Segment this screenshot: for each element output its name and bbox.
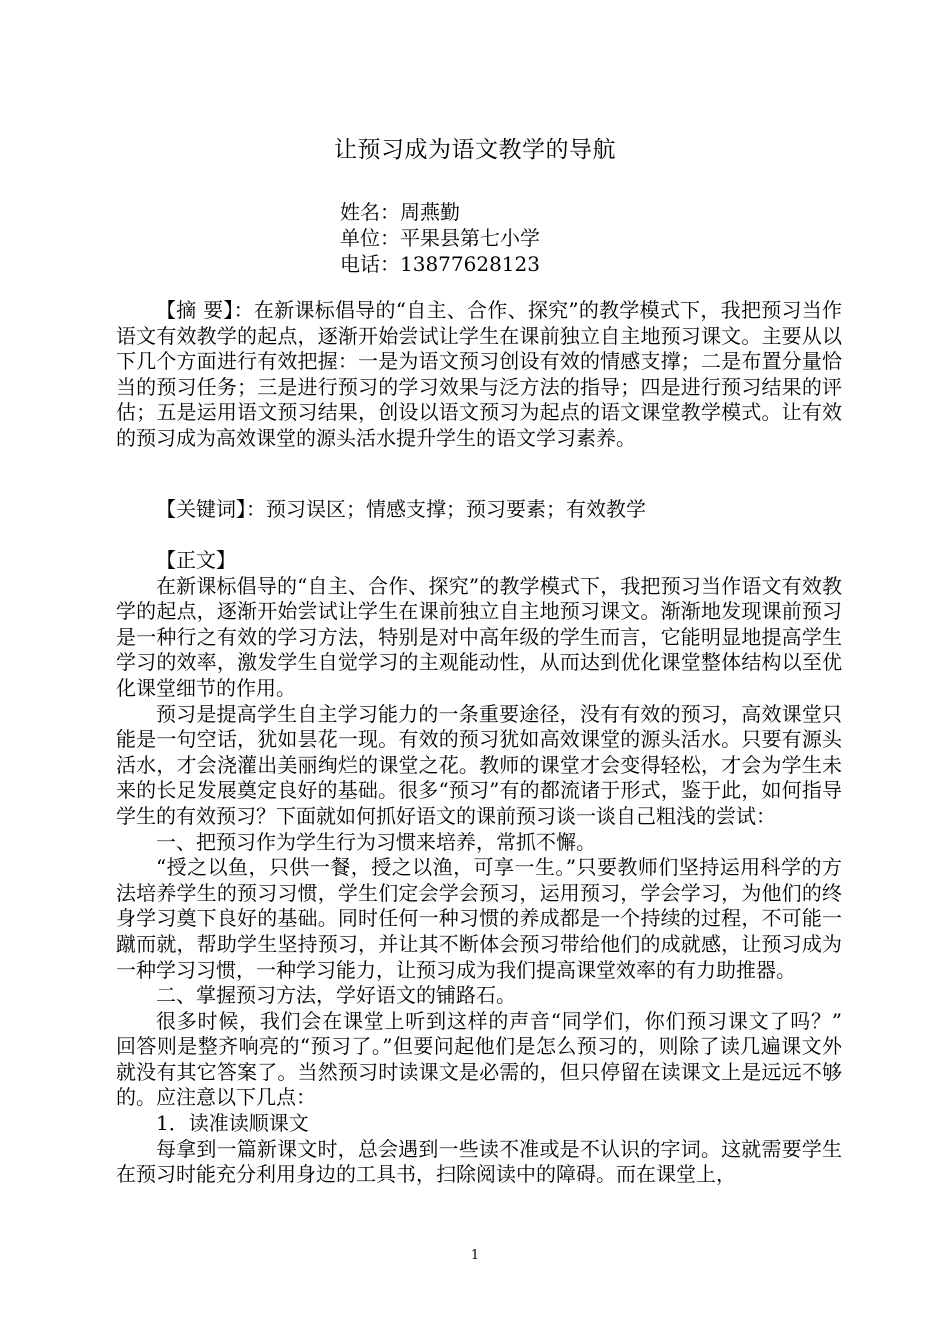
page-number: 1 [470,1248,480,1263]
body-paragraph: 每拿到一篇新课文时，总会遇到一些读不准或是不认识的字词。这就需要学生在预习时能充分利用身边的工具书，扫除阅读中的障碍。而在课堂上， [116,1136,842,1187]
body-heading: 【正文】 [156,548,236,572]
author-name: 姓名：周燕勤 [340,200,460,224]
author-info [340,199,540,277]
keywords-text: 【关键词】：预习误区；情感支撑；预习要素；有效教学 [156,497,646,521]
abstract-text: 【摘 要】：在新课标倡导的“自主、合作、探究”的教学模式下，我把预习当作语文有效教学的起点，逐渐开始尝试让学生在课前独立自主地预习课文。主要从以下几个方面进行有效把握：一是为语文预习创设有效的情感支撑；二是布置分量恰当的预习任务；三是进行预习的学习效果与泛方法的指导；四是进行预习结果的评估；五是运用语文预习结果，创设以语文预习为起点的语文课堂教学模式。让有效的预习成为高效课堂的源头活水提升学生的语文学习素养。 [116,298,842,450]
body-paragraph: 预习是提高学生自主学习能力的一条重要途径，没有有效的预习，高效课堂只能是一句空话，犹如昙花一现。有效的预习犹如高效课堂的源头活水。只要有源头活水，才会浇灌出美丽绚烂的课堂之花。教师的课堂才会变得轻松，才会为学生未来的长足发展奠定良好的基础。很多“预习”有的都流诸于形式，鉴于此，如何指导学生的有效预习？下面就如何抓好语文的课前预习谈一谈自己粗浅的尝试： [116,701,842,828]
keywords-section [116,497,842,523]
body-paragraph: 很多时候，我们会在课堂上听到这样的声音“同学们，你们预习课文了吗？” 回答则是整齐响亮的“预习了。”但要问起他们是怎么预习的，则除了读几遍课文外就没有其它答案了。当然预习时读课文是必需的，但只停留在读课文上是远远不够的。应注意以下几点： [116,1008,842,1110]
body-paragraph: 在新课标倡导的“自主、合作、探究”的教学模式下，我把预习当作语文有效教学的起点，逐渐开始尝试让学生在课前独立自主地预习课文。渐渐地发现课前预习是一种行之有效的学习方法，特别是对中高年级的学生而言，它能明显地提高学生学习的效率，激发学生自觉学习的主观能动性，从而达到优化课堂整体结构以至优化课堂细节的作用。 [116,573,842,700]
abstract-section [116,298,842,452]
author-phone: 电话：13877628123 [340,252,540,276]
subsection-heading: 1．读准读顺课文 [156,1111,309,1136]
document-title: 让预习成为语文教学的导航 [334,137,616,163]
section-heading: 一、把预习作为学生行为习惯来培养，常抓不懈。 [156,829,596,854]
author-unit: 单位：平果县第七小学 [340,226,540,250]
section-heading: 二、掌握预习方法，学好语文的铺路石。 [156,983,516,1008]
main-text-section [116,548,842,1188]
body-paragraph: “授之以鱼，只供一餐，授之以渔，可享一生。”只要教师们坚持运用科学的方法培养学生的预习习惯，学生们定会学会预习，运用预习，学会学习，为他们的终身学习奠下良好的基础。同时任何一种习惯的养成都是一个持续的过程，不可能一蹴而就，帮助学生坚持预习，并让其不断体会预习带给他们的成就感，让预习成为一种学习习惯，一种学习能力，让预习成为我们提高课堂效率的有力助推器。 [116,855,842,982]
